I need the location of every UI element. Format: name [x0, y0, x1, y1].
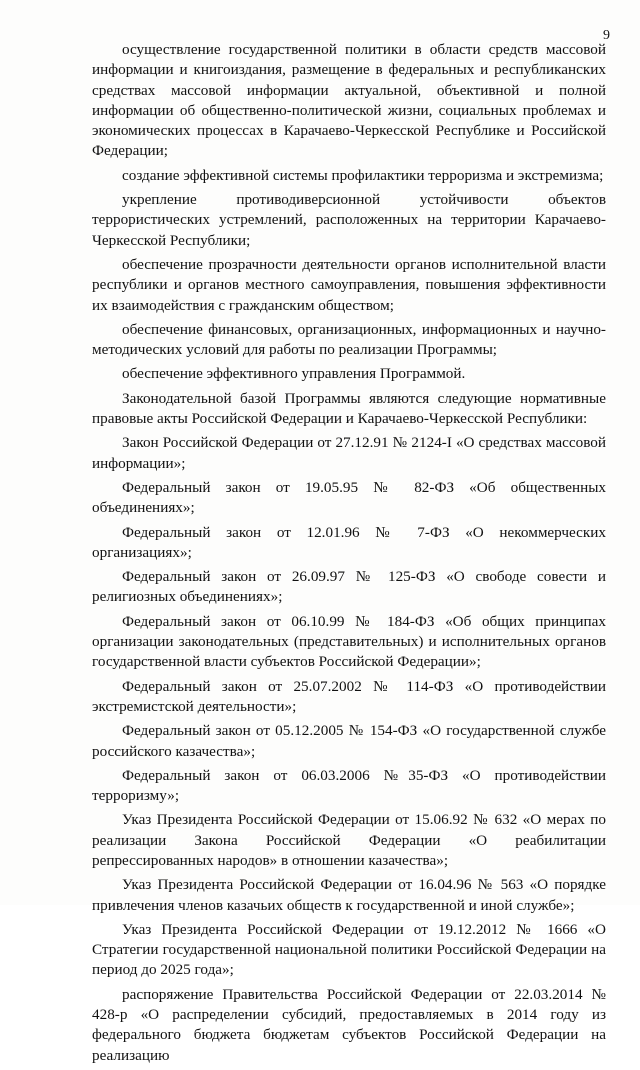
paragraph-mass-media-policy: осуществление государственной политики в области средств массовой информации и книгоиздания, размещение в федеральных и республиканских средствах массовой информации актуальной, объективной и полной информации об общественно-политической жизни, социальных проблемах и экономических процессах в Карачаево-Черкесской Республике и Российской Федерации; [92, 41, 606, 160]
list-item-law-public-associations: Федеральный закон от 19.05.95 № 82-ФЗ «Об общественных объединениях»; [92, 478, 606, 517]
list-item-decree-rehabilitation: Указ Президента Российской Федерации от 15.06.92 № 632 «О мерах по реализации Закона Российской Федерации «О реабилитации репрессированных народов» в отношении казачества»; [92, 811, 606, 869]
list-item-law-mass-media: Закон Российской Федерации от 27.12.91 № 2124-I «О средствах массовой информации»; [92, 434, 606, 472]
list-item-government-order-subsidies: распоряжение Правительства Российской Федерации от 22.03.2014 № 428-р «О распределении субсидий, предоставляемых в 2014 году из федерального бюджета бюджетам субъектов Российской Федерации на реализацию [92, 985, 606, 1064]
list-item-law-nonprofit: Федеральный закон от 12.01.96 № 7-ФЗ «О некоммерческих организациях»; [92, 523, 606, 561]
page-number: 9 [603, 28, 610, 43]
list-item-law-general-principles: Федеральный закон от 06.10.99 № 184-ФЗ «Об общих принципах организации законодательных (представительных) и исполнительных органов государственной власти субъектов Российской Федерации»; [92, 612, 606, 671]
list-item-law-anti-extremism: Федеральный закон от 25.07.2002 № 114-ФЗ «О противодействии экстремистской деятельности»; [92, 677, 606, 715]
paragraph-transparency: обеспечение прозрачности деятельности органов исполнительной власти республики и органов местного самоуправления, повышения эффективности их взаимодействия с гражданским обществом; [92, 255, 606, 314]
paragraph-anti-sabotage: укрепление противодиверсионной устойчивости объектов террористических устремлений, расположенных на территории Карачаево-Черкесской Республики; [92, 191, 606, 249]
list-item-law-cossack-service: Федеральный закон от 05.12.2005 № 154-ФЗ «О государственной службе российского казачества»; [92, 722, 606, 760]
paragraph-program-management: обеспечение эффективного управления Программой. [122, 365, 466, 383]
list-item-decree-national-policy: Указ Президента Российской Федерации от 19.12.2012 № 1666 «О Стратегии государственной национальной политики Российской Федерации на период до 2025 года»; [92, 920, 606, 979]
paragraph-support-conditions: обеспечение финансовых, организационных, информационных и научно-методических условий для работы по реализации Программы; [92, 320, 606, 359]
list-item-law-anti-terrorism: Федеральный закон от 06.03.2006 №35-ФЗ «О противодействии терроризму»; [92, 766, 606, 805]
list-item-law-freedom-of-conscience: Федеральный закон от 26.09.97 № 125-ФЗ «О свободе совести и религиозных объединениях»; [92, 568, 606, 606]
paragraph-terrorism-prevention: создание эффективной системы профилактики терроризма и экстремизма; [122, 166, 604, 184]
body-text [92, 40, 606, 1070]
paragraph-legislative-basis: Законодательной базой Программы являются следующие нормативные правовые акты Российской Федерации и Карачаево-Черкесской Республики: [92, 389, 606, 428]
list-item-decree-cossack-involvement: Указ Президента Российской Федерации от 16.04.96 № 563 «О порядке привлечения членов казачьих обществ к государственной и иной службе»; [92, 876, 606, 914]
